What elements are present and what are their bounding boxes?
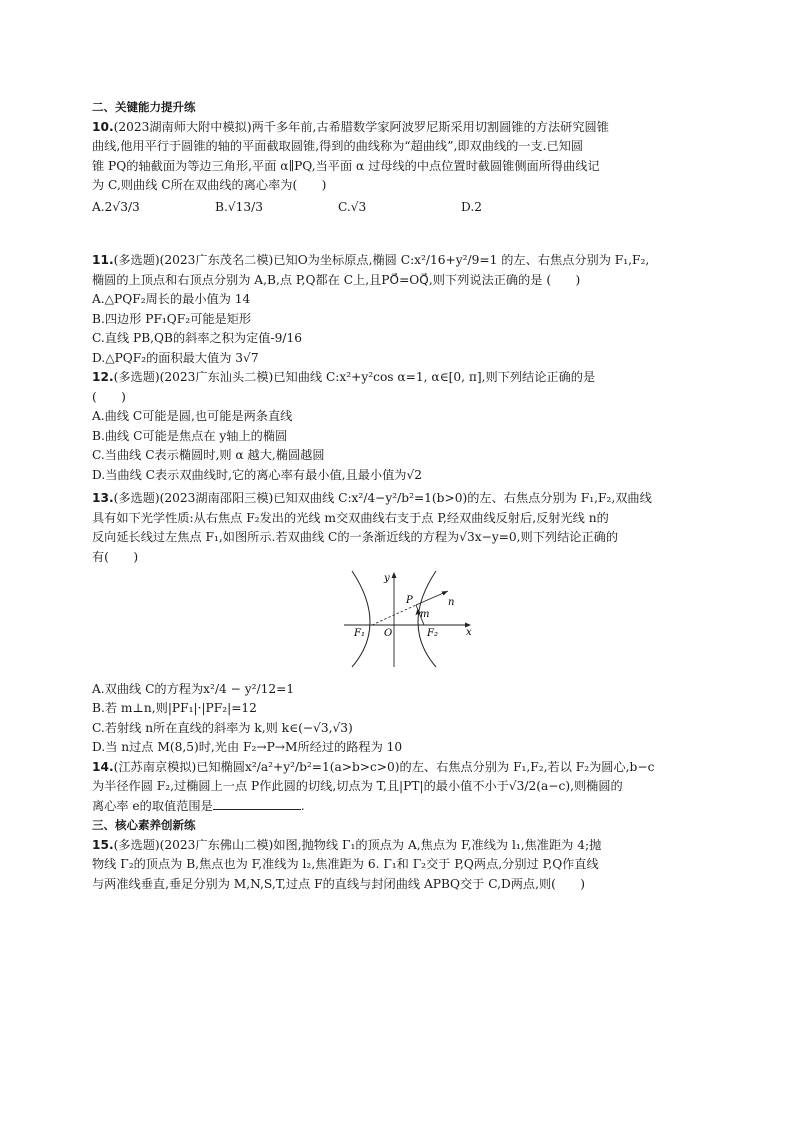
question-text: 曲线,他用平行于圆锥的轴的平面截取圆锥,得到的曲线称为“超曲线”,即双曲线的一支.已知圆 [92,139,584,153]
question-text: 具有如下光学性质:从右焦点 F₂发出的光线 m交双曲线右支于点 P,经双曲线反射后,反射光线 n的 [92,510,609,525]
question-text: 与两准线垂直,垂足分别为 M,N,S,T,过点 F的直线与封闭曲线 APBQ交于 C,D两点,则( ) [92,876,586,891]
question-text: 反向延长线过左焦点 F₁,如图所示.若双曲线 C的一条渐近线的方程为√3x−y=0,则下列结论正确的 [92,530,619,544]
question-text: 锥 PQ的轴截面为等边三角形,平面 α∥PQ,当平面 α 过母线的中点位置时截圆锥侧面所得曲线记 [92,158,600,173]
question-text: (2023湖南师大附中模拟)两千多年前,古希腊数学家阿波罗尼斯采用切割圆锥的方法研究圆锥 [113,119,609,134]
question-text: . [300,798,305,813]
question-text: (多选题)(2023广东汕头二模)已知曲线 C:x²+y²cos α=1, α∈[0, π],则下列结论正确的是 [113,370,596,384]
question-number: 15. [92,837,114,852]
question-12 [92,368,704,485]
question-14 [92,758,704,817]
label-f1: F₁ [354,628,365,639]
option-b: B.四边形 PF₁QF₂可能是矩形 [92,311,252,326]
question-10 [92,118,704,218]
question-text: 为半径作圆 F₂,过椭圆上一点 P作此圆的切线,切点为 T,且|PT|的最小值不小于√3/2(a−c),则椭圆的 [92,779,623,793]
label-p: P [406,595,413,606]
option-b: B.曲线 C可能是焦点在 y轴上的椭圆 [92,428,288,443]
question-11 [92,251,704,368]
option-a: A.双曲线 C的方程为x²/4 − y²/12=1 [92,681,295,696]
question-number: 10. [92,119,114,134]
option-a: A.曲线 C可能是圆,也可能是两条直线 [92,409,293,423]
label-m: m [420,609,430,620]
option-c: C.√3 [338,199,367,214]
option-b: B.若 m⊥n,则|PF₁|·|PF₂|=12 [92,701,257,715]
ray-n-arrow-icon [442,591,449,596]
question-text: 有( ) [92,549,139,564]
section-title: 三、核心素养创新练 [92,818,196,832]
question-text: ( ) [92,389,126,404]
section-title: 二、关键能力提升练 [92,100,196,114]
question-text: (多选题)(2023湖南邵阳三模)已知双曲线 C:x²/4−y²/b²=1(b>0)的左、右焦点分别为 F₁,F₂,双曲线 [113,491,652,505]
worksheet-page [92,98,704,894]
option-a: A.△PQF₂周长的最小值为 14 [92,292,251,306]
option-d: D.△PQF₂的面积最大值为 3√7 [92,350,259,365]
question-number: 11. [92,253,114,267]
question-text: (多选题)(2023广东茂名二模)已知O为坐标原点,椭圆 C:x²/16+y²/9=1 的左、右焦点分别为 F₁,F₂, [113,253,650,267]
y-axis-arrow-icon [392,572,397,578]
question-text: (江苏南京模拟)已知椭圆x²/a²+y²/b²=1(a>b>c>0)的左、右焦点分别为 F₁,F₂,若以 F₂为圆心,b−c [113,759,655,774]
options-row [92,198,704,218]
question-number: 12. [92,370,114,384]
option-d: D.2 [461,199,482,214]
question-15 [92,836,704,895]
label-origin: O [384,628,393,639]
question-number: 13. [92,491,114,505]
question-text: 物线 Γ₂的顶点为 B,焦点也为 F,准线为 l₂,焦准距为 6. Γ₁和 Γ₂交于 P,Q两点,分别过 P,Q作直线 [92,857,599,871]
option-d: D.当 n过点 M(8,5)时,光由 F₂→P→M所经过的路程为 10 [92,740,403,754]
label-x: x [466,627,472,638]
option-d: D.当曲线 C表示双曲线时,它的离心率有最小值,且最小值为√2 [92,467,422,482]
option-a: A.2√3/3 [92,199,140,214]
label-y: y [384,573,390,584]
option-c: C.当曲线 C表示椭圆时,则 α 越大,椭圆越圆 [92,448,325,462]
hyperbola-left-branch [352,571,370,667]
hyperbola-figure [344,569,474,669]
question-13 [92,489,704,758]
answer-blank[interactable] [213,797,301,810]
label-n: n [448,597,455,608]
question-text: (多选题)(2023广东佛山二模)如图,抛物线 Γ₁的顶点为 A,焦点为 F,准线为 l₁,焦准距为 4;抛 [113,837,602,852]
question-text: 椭圆的上顶点和右顶点分别为 A,B,点 P,Q都在 C上,且PO⃗=OQ⃗,则下列说法正确的是 ( ) [92,272,581,287]
label-f2: F₂ [427,628,438,639]
question-text: 为 C,则曲线 C所在双曲线的离心率为( ) [92,178,327,192]
option-c: C.若射线 n所在直线的斜率为 k,则 k∈(−√3,√3) [92,720,353,735]
question-text: 离心率 e的取值范围是 [92,798,213,813]
option-b: B.√13/3 [215,199,263,214]
option-c: C.直线 PB,QB的斜率之积为定值-9/16 [92,331,302,345]
question-number: 14. [92,759,114,774]
